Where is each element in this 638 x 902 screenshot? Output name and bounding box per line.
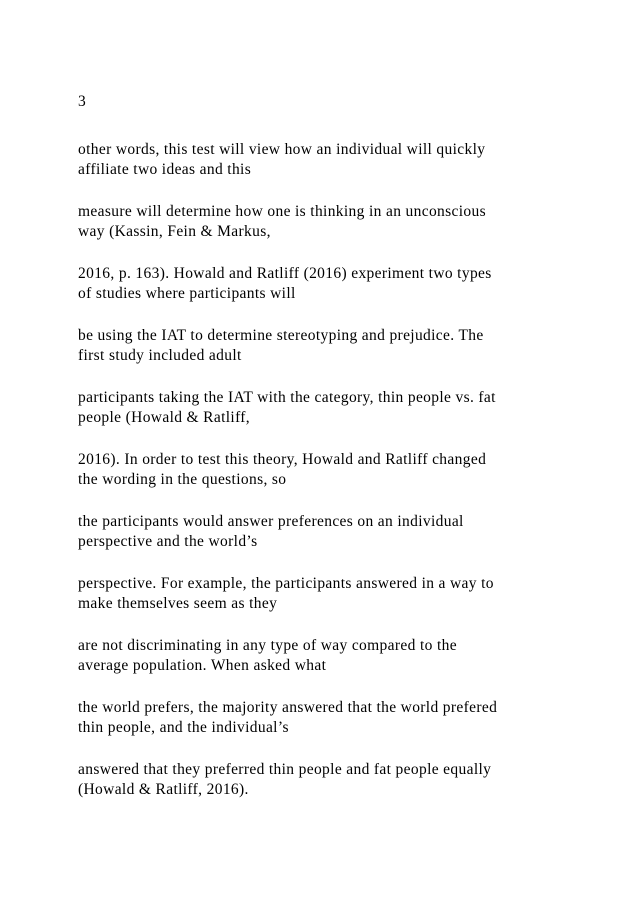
paragraph-2: measure will determine how one is thinking in an unconscious way (Kassin, Fein & Markus, (78, 203, 486, 240)
paragraph-10: the world prefers, the majority answered that the world prefered thin people, and the individual’s (78, 699, 498, 736)
paragraph-11: answered that they preferred thin people and fat people equally (Howald & Ratliff, 2016). (78, 761, 492, 798)
paragraph-5: participants taking the IAT with the category, thin people vs. fat people (Howald & Ratliff, (78, 389, 496, 426)
paragraph-9: are not discriminating in any type of way compared to the average population. When asked what (78, 637, 457, 674)
paragraph-3: 2016, p. 163). Howald and Ratliff (2016) experiment two types of studies where participants will (78, 265, 492, 302)
paragraph-6: 2016). In order to test this theory, Howald and Ratliff changed the wording in the questions, so (78, 451, 487, 488)
paragraph-1: other words, this test will view how an individual will quickly affiliate two ideas and this (78, 141, 486, 178)
paragraph-8: perspective. For example, the participants answered in a way to make themselves seem as they (78, 575, 494, 612)
page-number: 3 (78, 93, 87, 110)
paragraph-7: the participants would answer preferences on an individual perspective and the world’s (78, 513, 464, 550)
paragraph-4: be using the IAT to determine stereotyping and prejudice. The first study included adult (78, 327, 484, 364)
